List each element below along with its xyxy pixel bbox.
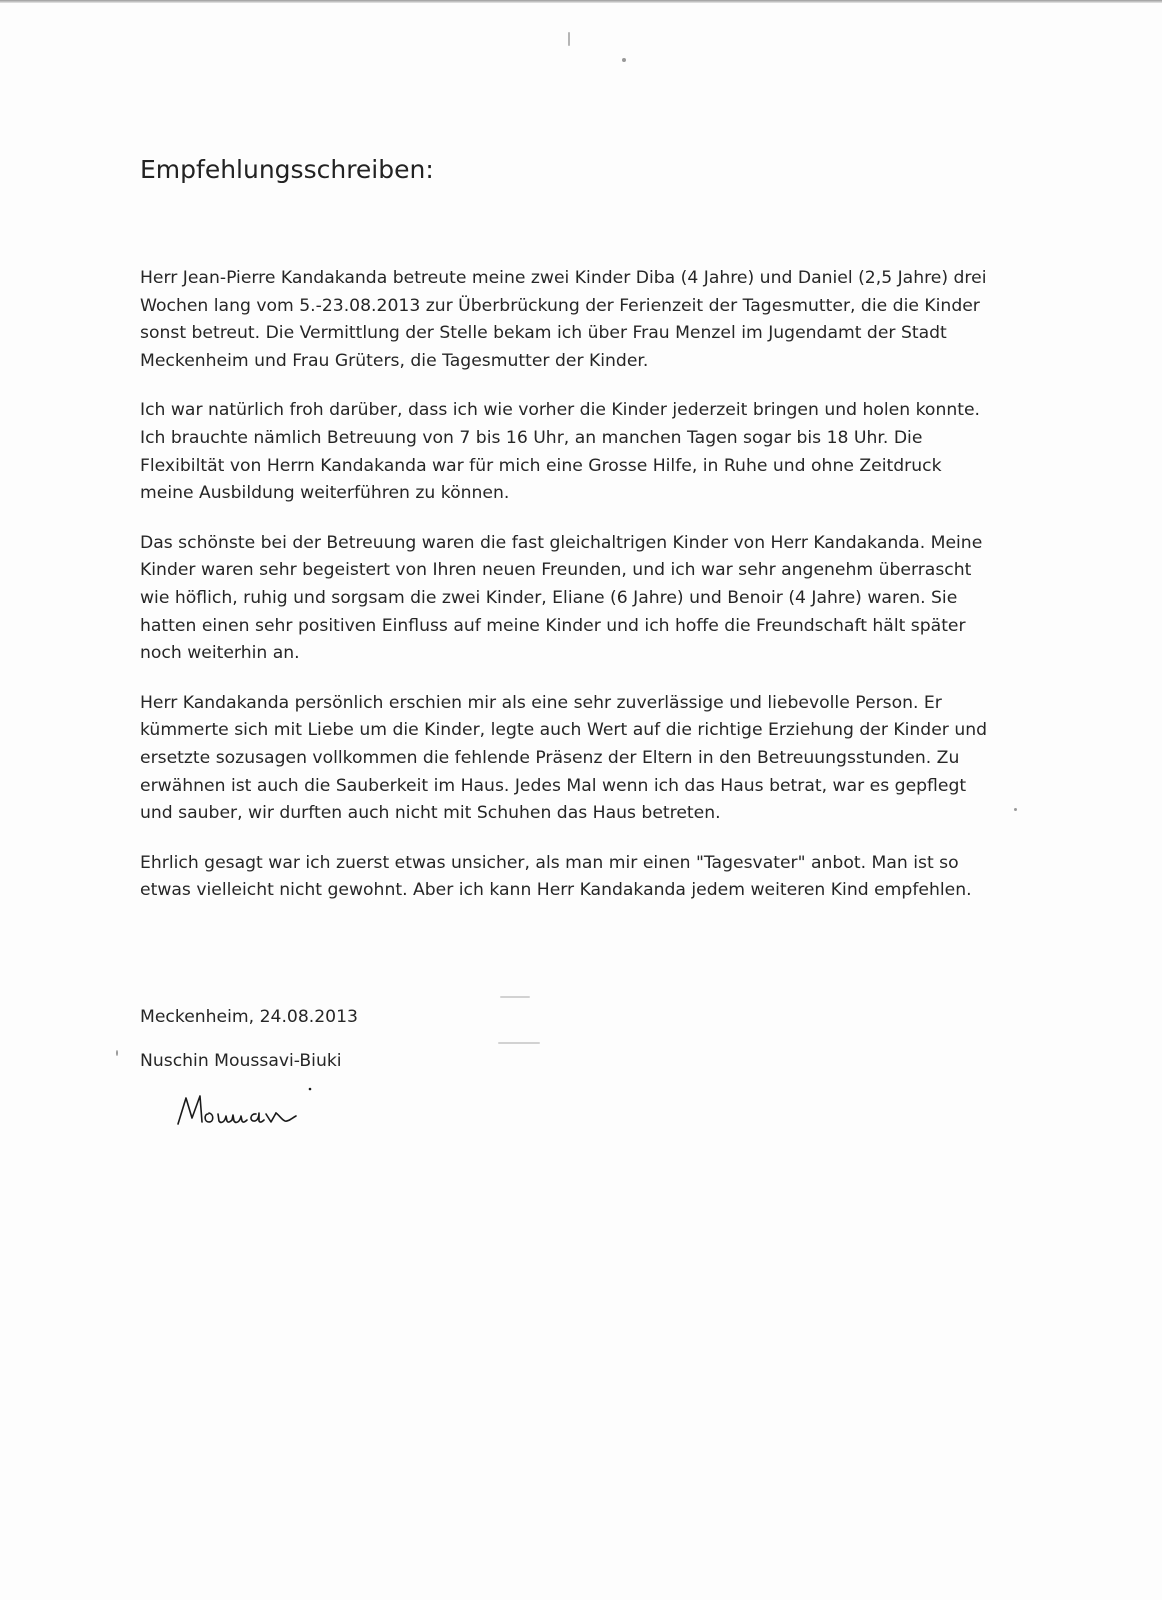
sender-name: Nuschin Moussavi-Biuki [140,1051,342,1071]
handwritten-signature [172,1080,342,1140]
letter-paragraph: Ehrlich gesagt war ich zuerst etwas unsicher, als man mir einen "Tagesvater" anbot. Man ist so etwas vielleicht nicht gewohnt. Aber ich kann Herr Kandakanda jedem weiteren Kind empfehlen. [140,852,972,901]
letter-paragraph: Das schönste bei der Betreuung waren die fast gleichaltrigen Kinder von Herr Kandakanda. Meine Kinder waren sehr begeistert von Ihren neuen Freunden, und ich war sehr angenehm überrascht wie höflich, ruhig und sorgsam die zwei Kinder, Eliane (6 Jahre) und Benoir (4 Jahre) waren. Sie hatten einen sehr positiven Einfluss auf meine Kinder und ich hoffe die Freundschaft hält später noch weiterhin an. [140,532,983,664]
letter-paragraph: Ich war natürlich froh darüber, dass ich wie vorher die Kinder jederzeit bringen und holen konnte. Ich brauchte nämlich Betreuung von 7 bis 16 Uhr, an manchen Tagen sogar bis 18 Uhr. Die Flexibiltät von Herrn Kandakanda war für mich eine Grosse Hilfe, in Ruhe und ohne Zeitdruck meine Ausbildung weiterführen zu können. [140,400,981,504]
scan-speck [500,996,530,998]
scan-top-edge [0,0,1162,3]
place-and-date: Meckenheim, 24.08.2013 [140,1007,358,1027]
letter-body [140,150,1000,927]
scan-speck [116,1050,118,1056]
scan-speck [1014,808,1017,811]
scan-speck [622,58,626,62]
letter-paragraph: Herr Kandakanda persönlich erschien mir als eine sehr zuverlässige und liebevolle Person. Er kümmerte sich mit Liebe um die Kinder, legte auch Wert auf die richtige Erziehung der Kinder und ersetzte sozusagen vollkommen die fehlende Präsenz der Eltern in den Betreuungsstunden. Zu erwähnen ist auch die Sauberkeit im Haus. Jedes Mal wenn ich das Haus betrat, war es gepflegt und sauber, wir durften auch nicht mit Schuhen das Haus betreten. [140,692,988,824]
scan-speck [568,32,570,46]
letter-title: Empfehlungsschreiben: [140,155,434,184]
letter-paragraph: Herr Jean-Pierre Kandakanda betreute meine zwei Kinder Diba (4 Jahre) und Daniel (2,5 Jahre) drei Wochen lang vom 5.-23.08.2013 zur Überbrückung der Ferienzeit der Tagesmutter, die die Kinder sonst betreut. Die Vermittlung der Stelle bekam ich über Frau Menzel im Jugendamt der Stadt Meckenheim und Frau Grüters, die Tagesmutter der Kinder. [140,268,987,371]
letter-closing [140,1003,740,1075]
